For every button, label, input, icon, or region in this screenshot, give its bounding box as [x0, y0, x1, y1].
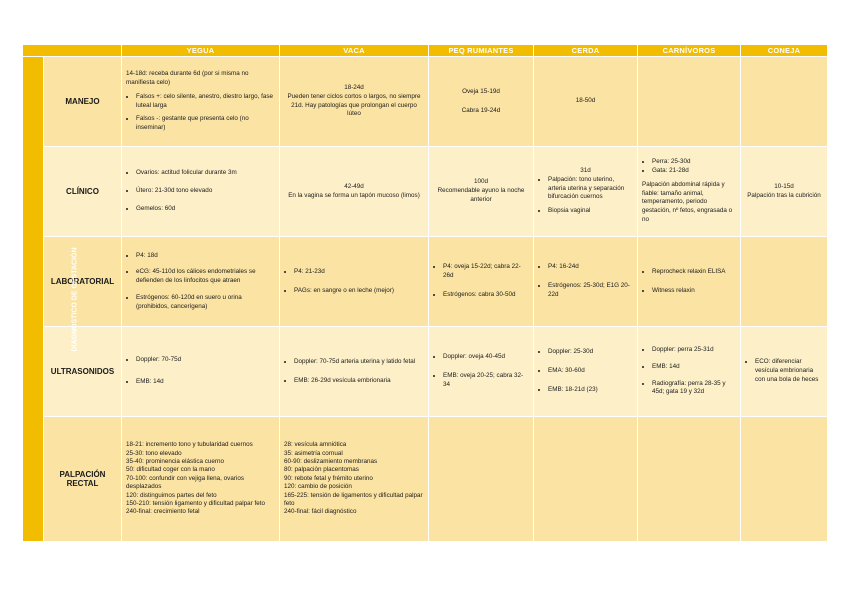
list-item: • Ovarios: actitud folicular durante 3m	[136, 169, 275, 178]
list-item: • Witness relaxin	[652, 287, 736, 296]
palpacion-vaca-line: 80: palpación placentomas	[284, 466, 359, 474]
list-item: • Palpación: tono uterino, arteria uterina y separación bifurcación cuernos	[548, 176, 633, 202]
laboratorial-yegua-list	[126, 252, 275, 312]
column-header-peq-rumiantes: PEQ RUMIANTES	[429, 45, 534, 57]
ultrasonidos-peq-list	[433, 353, 529, 389]
palpacion-yegua-line: 70-100: confundir con vejiga llena, ovarios desplazados	[126, 474, 244, 491]
palpacion-yegua-line: 18-21: incremento tono y tubularidad cuernos	[126, 441, 253, 449]
palpacion-vaca-line: 240-final: fácil diagnóstico	[284, 508, 357, 516]
palpacion-yegua-line: 150-210: tensión ligamento y dificultad palpar feto	[126, 500, 265, 508]
clinico-cerda-list	[538, 176, 633, 216]
cell-manejo-yegua	[122, 57, 280, 147]
manejo-peq-cabra: Cabra 19-24d	[461, 106, 501, 114]
cell-palpacion-yegua	[122, 417, 280, 542]
column-header-carnivoros: CARNÍVOROS	[638, 45, 741, 57]
column-header-vaca: VACA	[280, 45, 429, 57]
cell-laboratorial-carnivoros	[638, 237, 741, 327]
list-item: • Estrógenos: 60-120d en suero u orina (prohibidos, cancerígena)	[136, 294, 275, 312]
row-label-clinico: CLÍNICO	[44, 147, 122, 237]
cell-ultrasonidos-yegua	[122, 327, 280, 417]
list-item: • Falsos -: gestante que presenta celo (no inseminar)	[136, 115, 275, 133]
row-label-laboratorial: LABORATORIAL	[44, 237, 122, 327]
palpacion-yegua-line: 35-40: prominencia elástica cuerno	[126, 457, 225, 465]
palpacion-yegua-line: 25-30: tono elevado	[126, 449, 182, 457]
palpacion-vaca-line: 28: vesícula amniótica	[284, 441, 347, 449]
list-item: • ECO: diferenciar vesícula embrionaria con una bola de heces	[755, 358, 823, 384]
list-item: • Gemelos: 60d	[136, 205, 275, 214]
list-item: • eCG: 45-110d los cálices endometriales se defienden de los linfocitos que atraen	[136, 268, 275, 286]
column-header-yegua: YEGUA	[122, 45, 280, 57]
side-label-cell	[23, 57, 79, 542]
row-label-ultrasonidos: ULTRASONIDOS	[44, 327, 122, 417]
list-item: • Doppler: oveja 40-45d	[443, 353, 529, 362]
cell-ultrasonidos-vaca	[280, 327, 429, 417]
list-item: • Radiografía: perra 28-35 y 45d; gata 19 y 32d	[652, 380, 736, 398]
palpacion-yegua-line: 240-final: crecimiento fetal	[126, 508, 200, 516]
cell-palpacion-vaca	[280, 417, 429, 542]
row-laboratorial	[23, 237, 828, 327]
list-item: • EMB: 14d	[652, 363, 736, 372]
list-item: • Falsos +: celo silente, anestro, diestro largo, fase luteal larga	[136, 93, 275, 111]
list-item: • Útero: 21-30d tono elevado	[136, 187, 275, 196]
cell-palpacion-carnivoros	[638, 417, 741, 542]
palpacion-yegua-line: 120: distinguimos partes del feto	[126, 491, 217, 499]
ultrasonidos-coneja-list	[745, 358, 823, 384]
list-item: • P4: 18d	[136, 252, 275, 261]
row-palpacion-rectal	[23, 417, 828, 542]
clinico-carnivoros-note: Palpación abdominal rápida y fiable: tamaño animal, temperamento, periodo gestación, nº fetos, engrasada o no	[642, 180, 733, 223]
cell-manejo-cerda: 18-50d	[534, 57, 638, 147]
list-item: • EMB: 18-21d (23)	[548, 386, 633, 395]
list-item: • Doppler: 70-75d arteria uterina y latido fetal	[294, 358, 424, 367]
cell-ultrasonidos-carnivoros	[638, 327, 741, 417]
list-item: • Estrógenos: 25-30d; E1G 20-22d	[548, 282, 633, 300]
cell-palpacion-peq	[429, 417, 534, 542]
list-item: • Doppler: 25-30d	[548, 348, 633, 357]
cell-manejo-vaca: 18-24d Pueden tener ciclos cortos o largos, no siempre 21d. Hay patologías que prolongan el cuerpo lúteo	[280, 57, 429, 147]
list-item: • EMA: 30-60d	[548, 367, 633, 376]
column-header-cerda: CERDA	[534, 45, 638, 57]
palpacion-vaca-line: 120: cambio de posición	[284, 483, 352, 491]
laboratorial-cerda-list	[538, 263, 633, 299]
cell-ultrasonidos-cerda	[534, 327, 638, 417]
manejo-yegua-list	[126, 93, 275, 133]
ultrasonidos-yegua-list	[126, 356, 275, 387]
cell-ultrasonidos-peq	[429, 327, 534, 417]
cell-laboratorial-cerda	[534, 237, 638, 327]
header-row	[23, 45, 828, 57]
manejo-yegua-intro: 14-18d: receba durante 6d (por si misma no manifiesta celo)	[126, 70, 249, 86]
list-item: • EMB: 14d	[136, 378, 275, 387]
cell-laboratorial-coneja	[741, 237, 828, 327]
side-label: DIAGNÓSTICO DE GESTACIÓN	[71, 246, 79, 352]
list-item: • P4: 16-24d	[548, 263, 633, 272]
column-header-coneja: CONEJA	[741, 45, 828, 57]
cell-palpacion-cerda	[534, 417, 638, 542]
row-ultrasonidos	[23, 327, 828, 417]
laboratorial-vaca-list	[284, 268, 424, 296]
cell-palpacion-coneja	[741, 417, 828, 542]
list-item: • Gata: 21-28d	[652, 167, 736, 176]
manejo-peq-oveja: Oveja 15-19d	[462, 87, 500, 95]
list-item: • Reprocheck relaxin ELISA	[652, 268, 736, 277]
list-item: • EMB: oveja 20-25; cabra 32-34	[443, 372, 529, 390]
clinico-cerda-head: 31d	[580, 167, 591, 174]
palpacion-vaca-line: 60-90: deslizamiento membranas	[284, 457, 378, 465]
row-label-manejo: MANEJO	[44, 57, 122, 147]
cell-laboratorial-peq	[429, 237, 534, 327]
cell-laboratorial-vaca	[280, 237, 429, 327]
clinico-carnivoros-list	[642, 158, 736, 176]
palpacion-vaca-line: 90: rebote fetal y frémito uterino	[284, 474, 373, 482]
list-item: • Doppler: 70-75d	[136, 356, 275, 365]
clinico-yegua-list	[126, 169, 275, 213]
cell-clinico-coneja: 10-15d Palpación tras la cubrición	[741, 147, 828, 237]
laboratorial-carnivoros-list	[642, 268, 736, 296]
list-item: • Perra: 25-30d	[652, 158, 736, 167]
list-item: • Biopsia vaginal	[548, 207, 633, 216]
cell-clinico-peq: 100d Recomendable ayuno la noche anterior	[429, 147, 534, 237]
list-item: • Estrógenos: cabra 30-50d	[443, 291, 529, 300]
cell-clinico-vaca: 42-49d En la vagina se forma un tapón mucoso (limos)	[280, 147, 429, 237]
row-clinico	[23, 147, 828, 237]
laboratorial-peq-list	[433, 263, 529, 299]
row-label-palpacion-rectal: PALPACIÓN RECTAL	[44, 417, 122, 542]
palpacion-vaca-line: 35: asimetría cornual	[284, 449, 343, 457]
row-manejo	[23, 57, 828, 147]
cell-manejo-coneja	[741, 57, 828, 147]
palpacion-yegua-line: 50: dificultad coger con la mano	[126, 466, 215, 474]
header-corner	[23, 45, 122, 57]
cell-manejo-peq	[429, 57, 534, 147]
cell-manejo-carnivoros	[638, 57, 741, 147]
cell-laboratorial-yegua	[122, 237, 280, 327]
cell-clinico-yegua	[122, 147, 280, 237]
list-item: • P4: oveja 15-22d; cabra 22-26d	[443, 263, 529, 281]
ultrasonidos-vaca-list	[284, 358, 424, 386]
list-item: • Doppler: perra 25-31d	[652, 346, 736, 355]
ultrasonidos-carnivoros-list	[642, 346, 736, 397]
cell-ultrasonidos-coneja	[741, 327, 828, 417]
list-item: • PAGs: en sangre o en leche (mejor)	[294, 287, 424, 296]
gestation-diagnosis-table	[22, 44, 828, 542]
list-item: • P4: 21-23d	[294, 268, 424, 277]
gestation-diagnosis-table-wrapper	[22, 44, 827, 542]
cell-clinico-carnivoros	[638, 147, 741, 237]
cell-clinico-cerda	[534, 147, 638, 237]
palpacion-vaca-line: 165-225: tensión de ligamentos y dificultad palpar feto	[284, 491, 423, 508]
list-item: • EMB: 26-29d vesícula embrionaria	[294, 377, 424, 386]
ultrasonidos-cerda-list	[538, 348, 633, 394]
